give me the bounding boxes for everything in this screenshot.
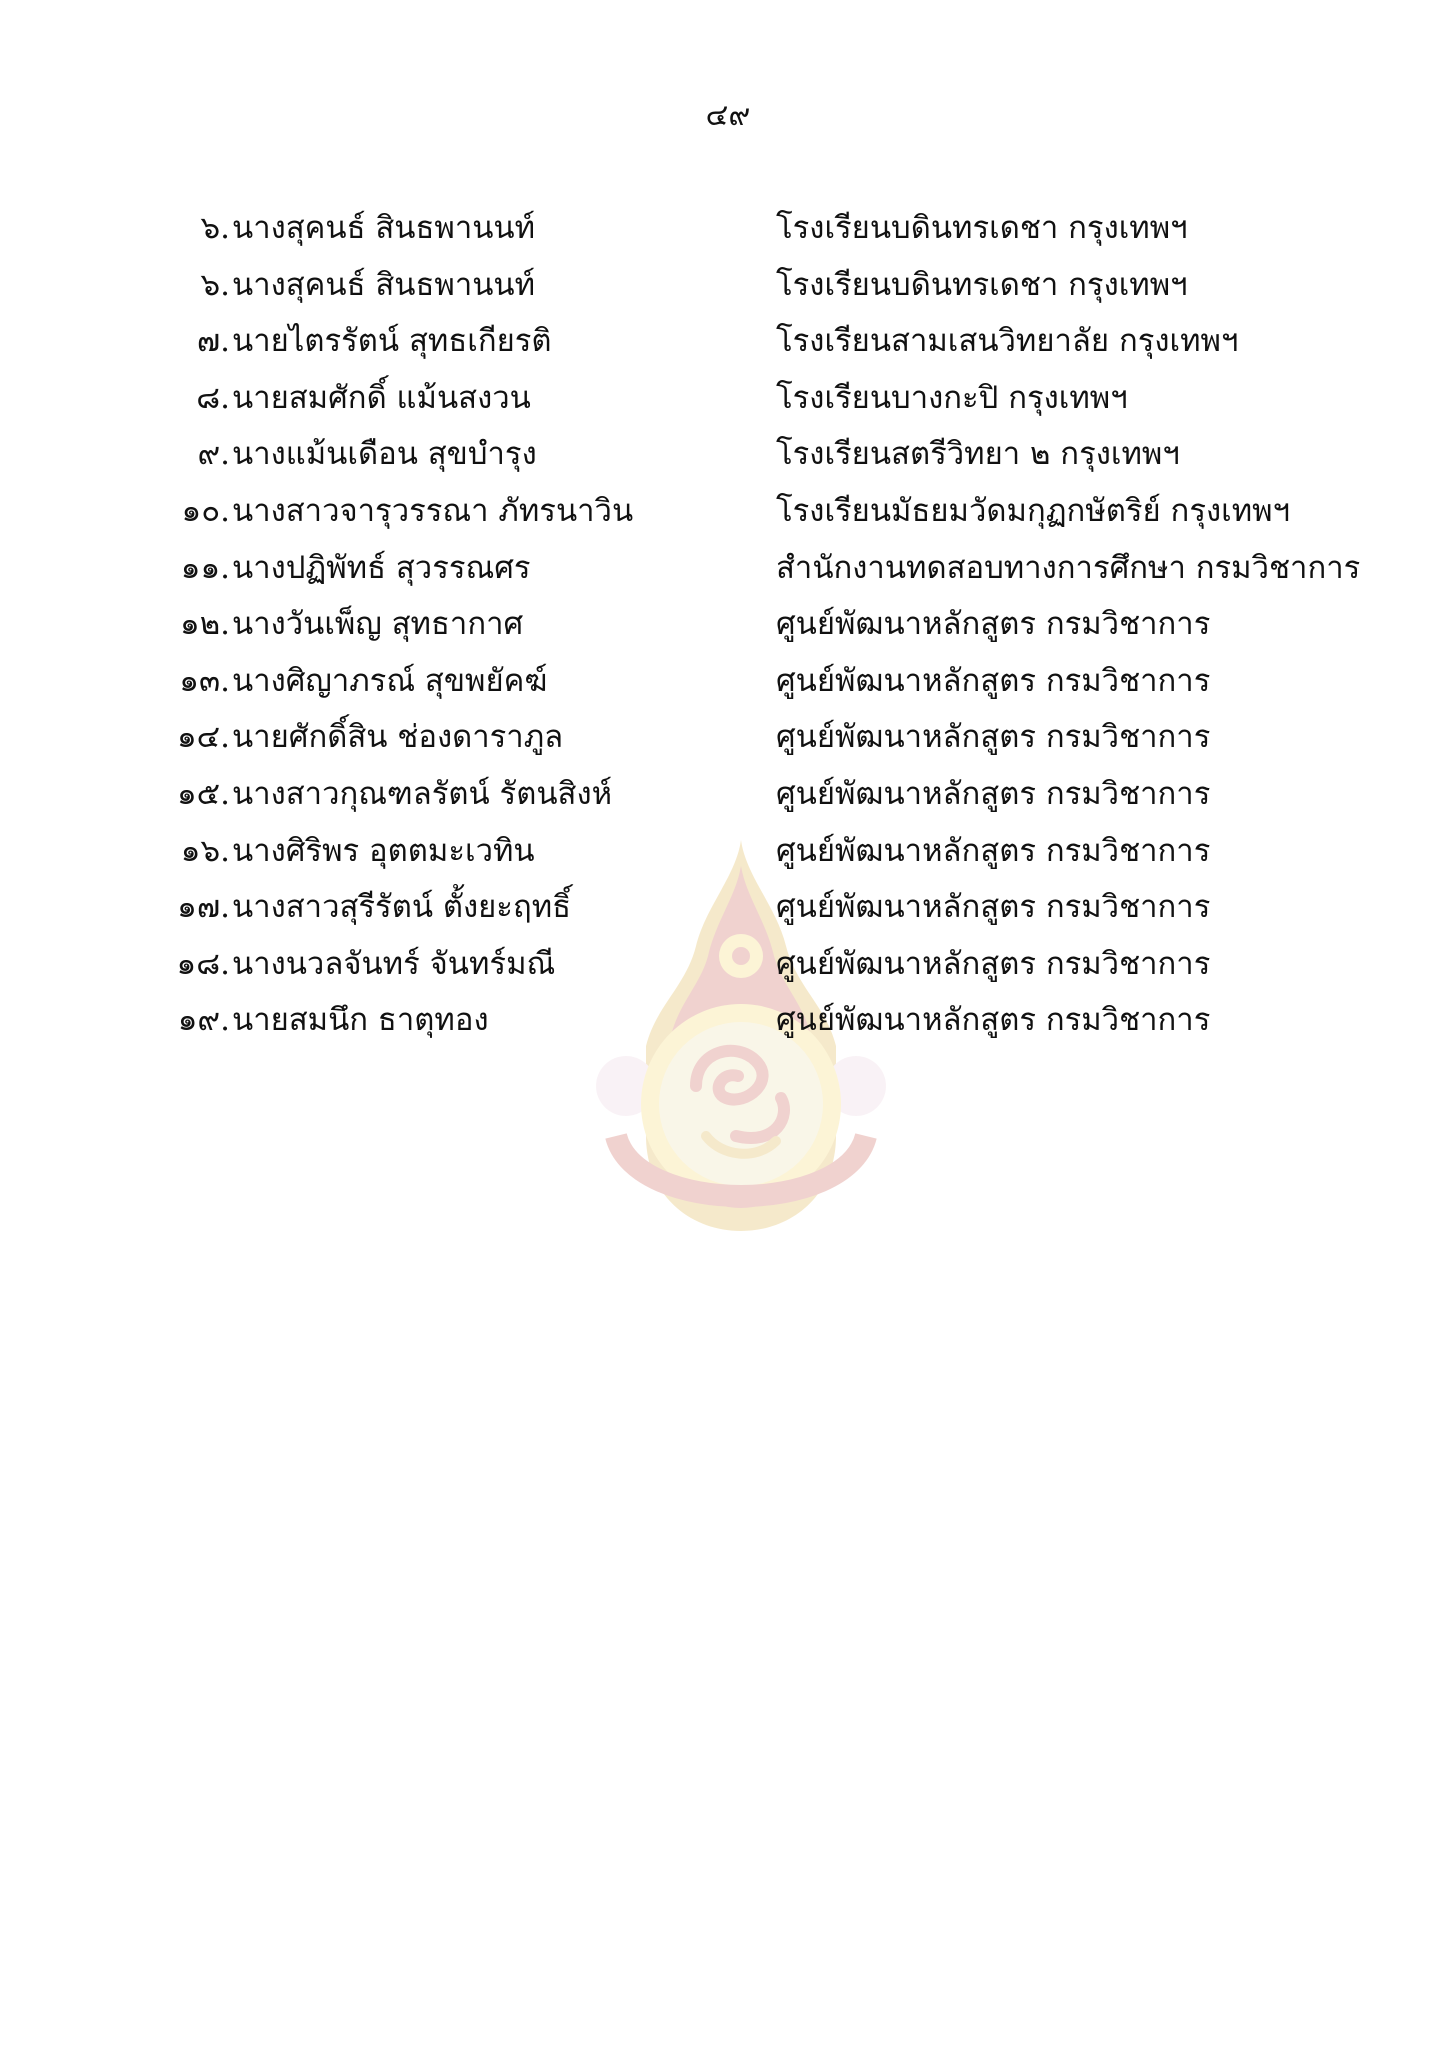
person-name: นายสมนึก ธาตุทอง — [232, 1002, 489, 1039]
organization: สำนักงานทดสอบทางการศึกษา กรมวิชาการ — [776, 549, 1361, 586]
item-number: ๑๒. — [180, 606, 230, 643]
organization: ศูนย์พัฒนาหลักสูตร กรมวิชาการ — [776, 606, 1211, 643]
list-item — [0, 200, 1456, 257]
list-item — [0, 483, 1456, 540]
item-number: ๑๑. — [180, 549, 230, 586]
person-name: นายสมศักดิ์ แม้นสงวน — [232, 379, 531, 416]
person-name: นางสาวสุรีรัตน์ ตั้งยะฤทธิ์ — [232, 889, 572, 926]
organization: ศูนย์พัฒนาหลักสูตร กรมวิชาการ — [776, 832, 1211, 869]
person-name: นางวันเพ็ญ สุทธากาศ — [232, 606, 524, 643]
item-number: ๘. — [196, 379, 230, 416]
item-number: ๗. — [196, 323, 230, 360]
organization: ศูนย์พัฒนาหลักสูตร กรมวิชาการ — [776, 945, 1211, 982]
list-item — [0, 766, 1456, 823]
item-number: ๖. — [200, 210, 230, 246]
person-name: นายไตรรัตน์ สุทธเกียรติ — [232, 323, 552, 360]
item-number: ๙. — [197, 436, 230, 473]
person-name: นางสุคนธ์ สินธพานนท์ — [232, 266, 536, 303]
list-item — [0, 879, 1456, 936]
list-item — [0, 257, 1456, 314]
list-item — [0, 992, 1456, 1049]
person-name: นางสาวกุณฑลรัตน์ รัตนสิงห์ — [232, 775, 613, 812]
list-item — [0, 313, 1456, 370]
person-name: นางแม้นเดือน สุขบำรุง — [232, 436, 537, 473]
item-number: ๑๐. — [181, 492, 230, 529]
personnel-list — [0, 200, 1456, 1049]
item-number: ๑๔. — [177, 719, 230, 756]
list-item — [0, 596, 1456, 653]
person-name: นางศิริพร อุตตมะเวทิน — [232, 832, 535, 869]
page-number: ๔๙ — [705, 98, 751, 133]
organization: โรงเรียนสามเสนวิทยาลัย กรุงเทพฯ — [776, 323, 1239, 360]
list-item — [0, 540, 1456, 597]
item-number: ๑๖. — [180, 832, 230, 869]
organization: ศูนย์พัฒนาหลักสูตร กรมวิชาการ — [776, 1002, 1211, 1039]
item-number: ๖. — [200, 266, 230, 303]
person-name: นางสุคนธ์ สินธพานนท์ — [232, 210, 536, 246]
person-name: นางปฏิพัทธ์ สุวรรณศร — [232, 549, 531, 586]
list-item — [0, 709, 1456, 766]
organization: ศูนย์พัฒนาหลักสูตร กรมวิชาการ — [776, 662, 1211, 699]
item-number: ๑๘. — [176, 945, 230, 982]
organization: โรงเรียนบดินทรเดชา กรุงเทพฯ — [776, 266, 1188, 303]
list-item — [0, 823, 1456, 880]
organization: โรงเรียนมัธยมวัดมกุฏกษัตริย์ กรุงเทพฯ — [776, 492, 1290, 529]
organization: โรงเรียนบดินทรเดชา กรุงเทพฯ — [776, 210, 1188, 246]
organization: ศูนย์พัฒนาหลักสูตร กรมวิชาการ — [776, 719, 1211, 756]
person-name: นายศักดิ์สิน ช่องดาราภูล — [232, 719, 564, 756]
organization: โรงเรียนบางกะปิ กรุงเทพฯ — [776, 379, 1128, 416]
organization: ศูนย์พัฒนาหลักสูตร กรมวิชาการ — [776, 889, 1211, 926]
list-item — [0, 370, 1456, 427]
item-number: ๑๗. — [177, 889, 230, 926]
item-number: ๑๕. — [177, 775, 230, 812]
organization: ศูนย์พัฒนาหลักสูตร กรมวิชาการ — [776, 775, 1211, 812]
person-name: นางนวลจันทร์ จันทร์มณี — [232, 945, 556, 982]
person-name: นางศิญาภรณ์ สุขพยัคฆ์ — [232, 662, 548, 699]
list-item — [0, 653, 1456, 710]
list-item — [0, 426, 1456, 483]
item-number: ๑๓. — [179, 662, 230, 699]
organization: โรงเรียนสตรีวิทยา ๒ กรุงเทพฯ — [776, 436, 1180, 473]
item-number: ๑๙. — [177, 1002, 230, 1039]
list-item — [0, 936, 1456, 993]
person-name: นางสาวจารุวรรณา ภัทรนาวิน — [232, 492, 634, 529]
